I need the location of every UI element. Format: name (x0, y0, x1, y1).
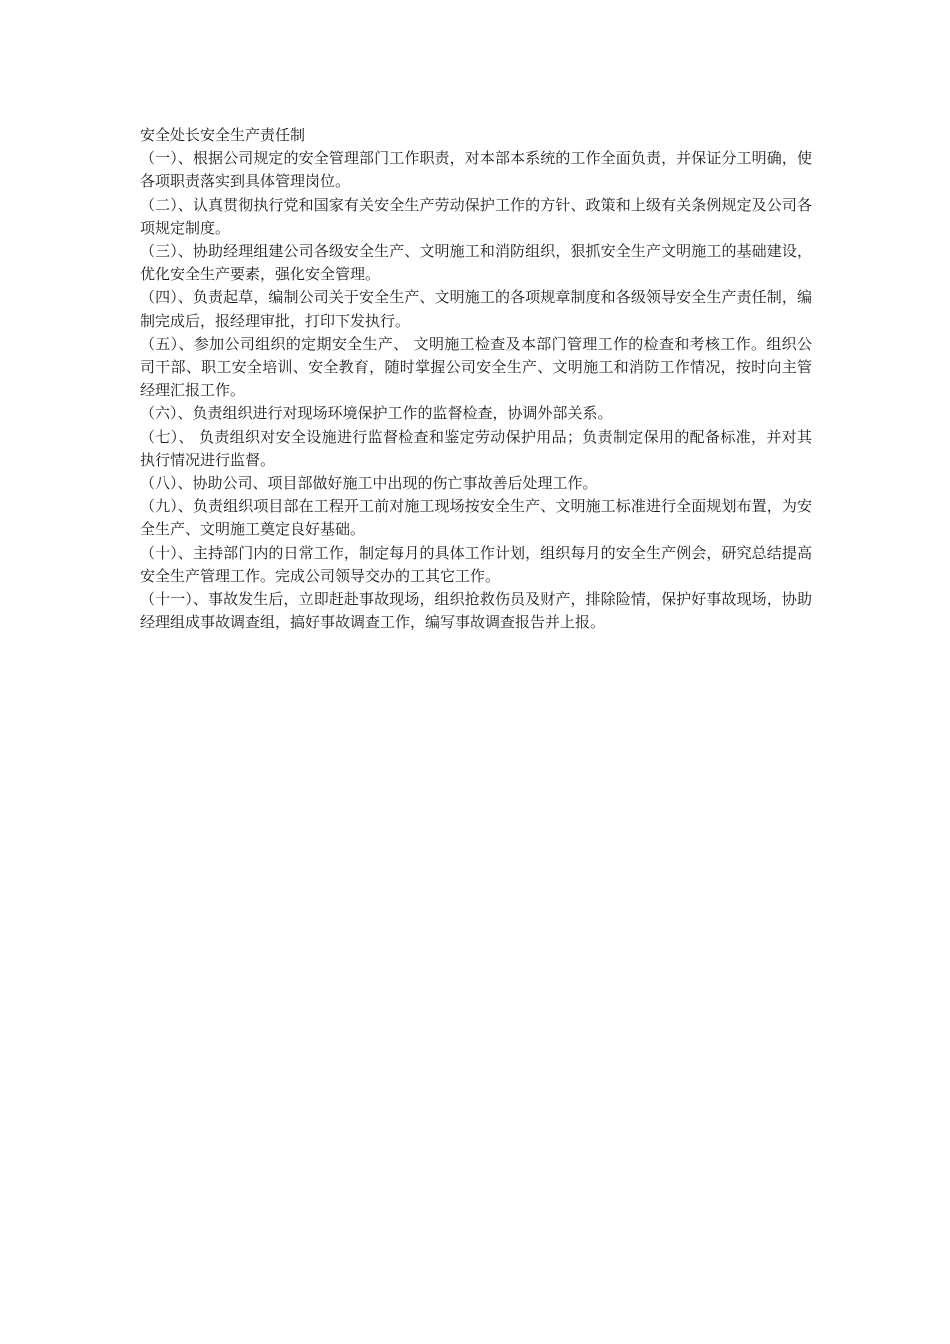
clause-2: （二）、认真贯彻执行党和国家有关安全生产劳动保护工作的方针、政策和上级有关条例规定及公司各项规定制度。 (140, 195, 812, 237)
clause-1: （一）、根据公司规定的安全管理部门工作职责，对本部本系统的工作全面负责，并保证分工明确，使各项职责落实到具体管理岗位。 (140, 149, 812, 191)
clause-8: （八）、协助公司、项目部做好施工中出现的伤亡事故善后处理工作。 (140, 474, 598, 493)
clause-10: （十）、主持部门内的日常工作，制定每月的具体工作计划，组织每月的安全生产例会，研究总结提高安全生产管理工作。完成公司领导交办的工其它工作。 (140, 543, 812, 585)
document-title: 安全处长安全生产责任制 (140, 126, 306, 144)
clause-5: （五）、参加公司组织的定期安全生产、 文明施工检查及本部门管理工作的检查和考核工作。组织公司干部、职工安全培训、安全教育，随时掌握公司安全生产、文明施工和消防工作情况，按时向主管经理汇报工作。 (140, 334, 812, 400)
document-body (140, 124, 812, 634)
clause-3: （三）、协助经理组建公司各级安全生产、文明施工和消防组织，狠抓安全生产文明施工的基础建设，优化安全生产要素，强化安全管理。 (140, 242, 812, 284)
clause-11: （十一）、事故发生后，立即赶赴事故现场，组织抢救伤员及财产，排除险情，保护好事故现场，协助经理组成事故调查组，搞好事故调查工作，编写事故调查报告并上报。 (140, 590, 812, 632)
clause-7: （七）、 负责组织对安全设施进行监督检查和鉴定劳动保护用品；负责制定保用的配备标准，并对其执行情况进行监督。 (140, 427, 812, 469)
clause-9: （九）、负责组织项目部在工程开工前对施工现场按安全生产、文明施工标准进行全面规划布置，为安全生产、文明施工奠定良好基础。 (140, 497, 812, 539)
clause-6: （六）、负责组织进行对现场环境保护工作的监督检查，协调外部关系。 (140, 404, 613, 423)
clause-4: （四）、负责起草，编制公司关于安全生产、文明施工的各项规章制度和各级领导安全生产责任制，编制完成后，报经理审批，打印下发执行。 (140, 288, 812, 330)
